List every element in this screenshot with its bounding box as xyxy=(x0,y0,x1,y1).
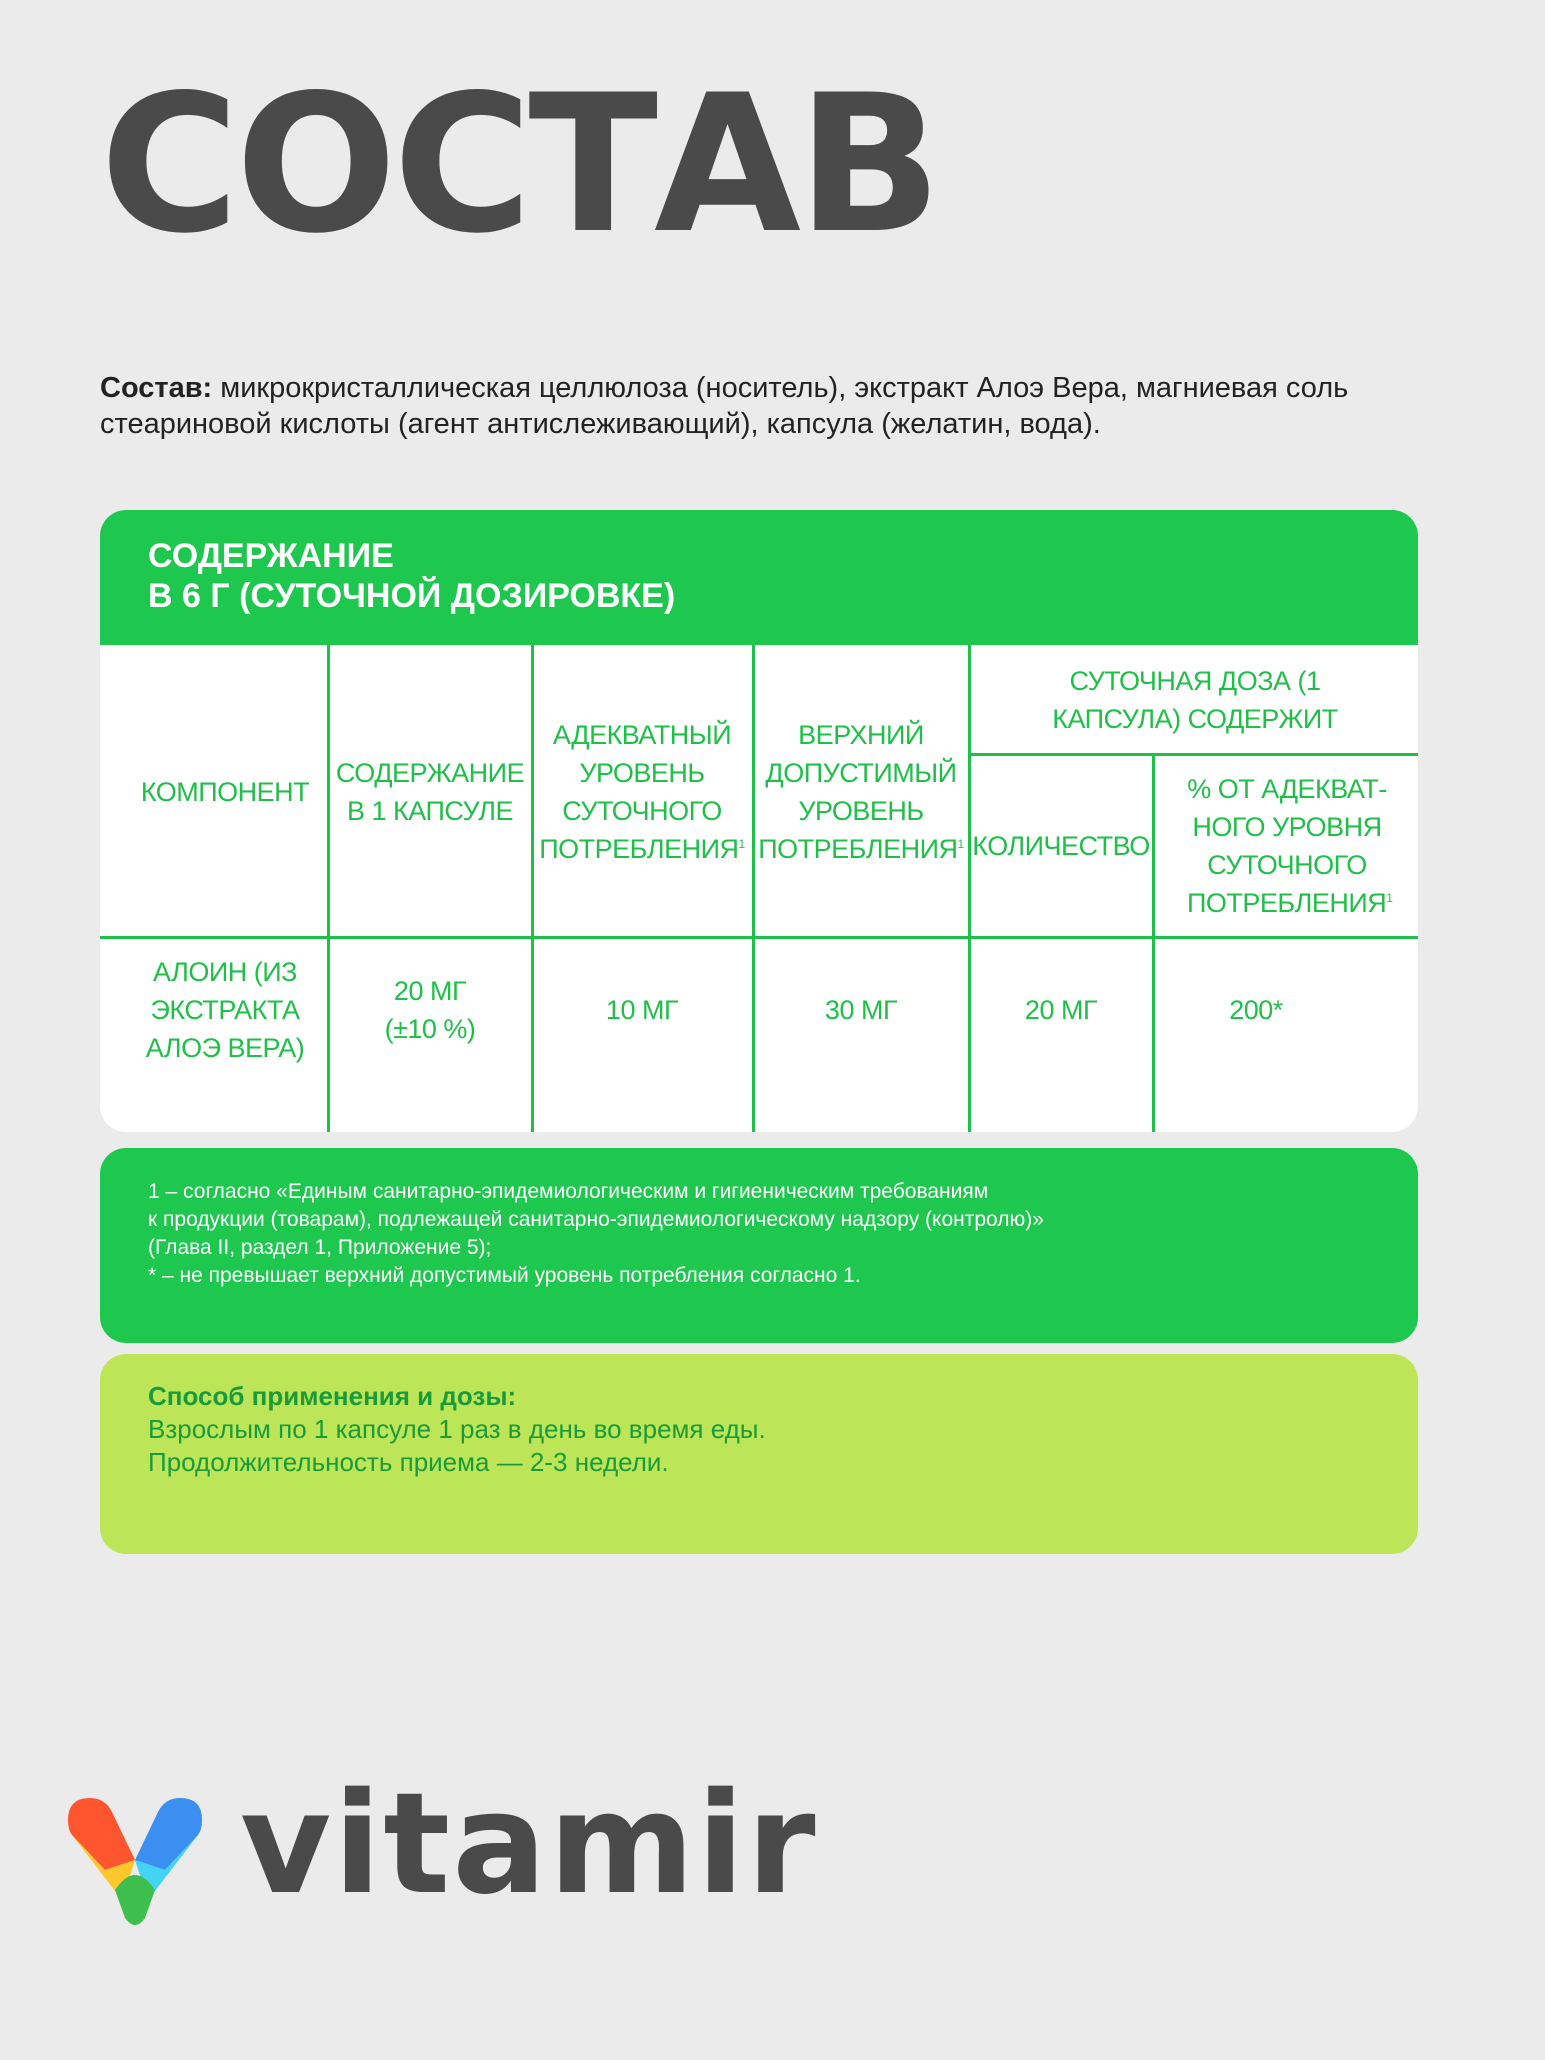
footnote-line: * – не превышает верхний допустимый уровень потребления согласно 1. xyxy=(148,1264,861,1287)
grid-line xyxy=(327,645,330,1132)
usage-title: Способ применения и дозы: xyxy=(148,1381,517,1411)
grid-line xyxy=(531,645,534,1132)
col-header-percent: % ОТ АДЕКВАТ-НОГО УРОВНЯ СУТОЧНОГО ПОТРЕБЛЕНИЯ$^1$ xyxy=(1187,774,1393,918)
col-header-adequate: АДЕКВАТНЫЙ УРОВЕНЬ СУТОЧНОГО ПОТРЕБЛЕНИЯ$^1$ xyxy=(539,720,745,864)
vitamir-logo-icon xyxy=(60,1790,210,1935)
usage-line: Продолжительность приема — 2-3 недели. xyxy=(148,1447,669,1477)
row-adequate: 10 МГ xyxy=(605,995,679,1025)
composition-label: Состав: xyxy=(100,372,213,404)
usage-line: Взрослым по 1 капсуле 1 раз в день во время еды. xyxy=(148,1414,766,1444)
col-header-content: СОДЕРЖАНИЕ В 1 КАПСУЛЕ xyxy=(335,758,525,826)
col-header-quantity: КОЛИЧЕСТВО xyxy=(972,831,1150,861)
page-title: СОСТАВ xyxy=(100,54,938,275)
composition-body: микрокристаллическая целлюлоза (носитель), экстракт Алоэ Вера, магниевая соль стеариновой кислоты (агент антислеживающий), капсула (желатин, вода). xyxy=(100,372,1349,440)
grid-line xyxy=(100,936,1418,939)
row-percent: 200* xyxy=(1229,995,1283,1025)
col-header-upper: ВЕРХНИЙ ДОПУСТИМЫЙ УРОВЕНЬ ПОТРЕБЛЕНИЯ$^1$ xyxy=(758,720,964,864)
table-header xyxy=(100,510,1418,645)
col-header-component: КОМПОНЕНТ xyxy=(140,777,310,807)
row-component: АЛОИН (ИЗ ЭКСТРАКТА АЛОЭ ВЕРА) xyxy=(145,957,305,1063)
row-quantity: 20 МГ xyxy=(1024,995,1098,1025)
grid-line xyxy=(968,645,971,1132)
footnote-panel xyxy=(100,1148,1418,1343)
table-header-line2: В 6 Г (СУТОЧНОЙ ДОЗИРОВКЕ) xyxy=(148,577,676,615)
nutrition-table xyxy=(100,510,1418,1132)
brand-name: vitamir xyxy=(240,1763,818,1926)
usage-panel xyxy=(100,1354,1418,1554)
table-header-line1: СОДЕРЖАНИЕ xyxy=(148,537,394,575)
col-header-daily-dose: СУТОЧНАЯ ДОЗА (1 КАПСУЛА) СОДЕРЖИТ xyxy=(1052,666,1338,734)
footnote-line: 1 – согласно «Единым санитарно-эпидемиологическим и гигиеническим требованиям xyxy=(148,1180,989,1203)
footnote-line: (Глава II, раздел 1, Приложение 5); xyxy=(148,1236,492,1259)
row-content: 20 МГ (±10 %) xyxy=(384,976,476,1044)
footnote-line: к продукции (товарам), подлежащей санитарно-эпидемиологическому надзору (контролю)» xyxy=(148,1208,1044,1231)
grid-line xyxy=(1152,753,1155,1132)
row-upper: 30 МГ xyxy=(824,995,898,1025)
grid-line xyxy=(752,645,755,1132)
composition-text xyxy=(100,370,1380,442)
